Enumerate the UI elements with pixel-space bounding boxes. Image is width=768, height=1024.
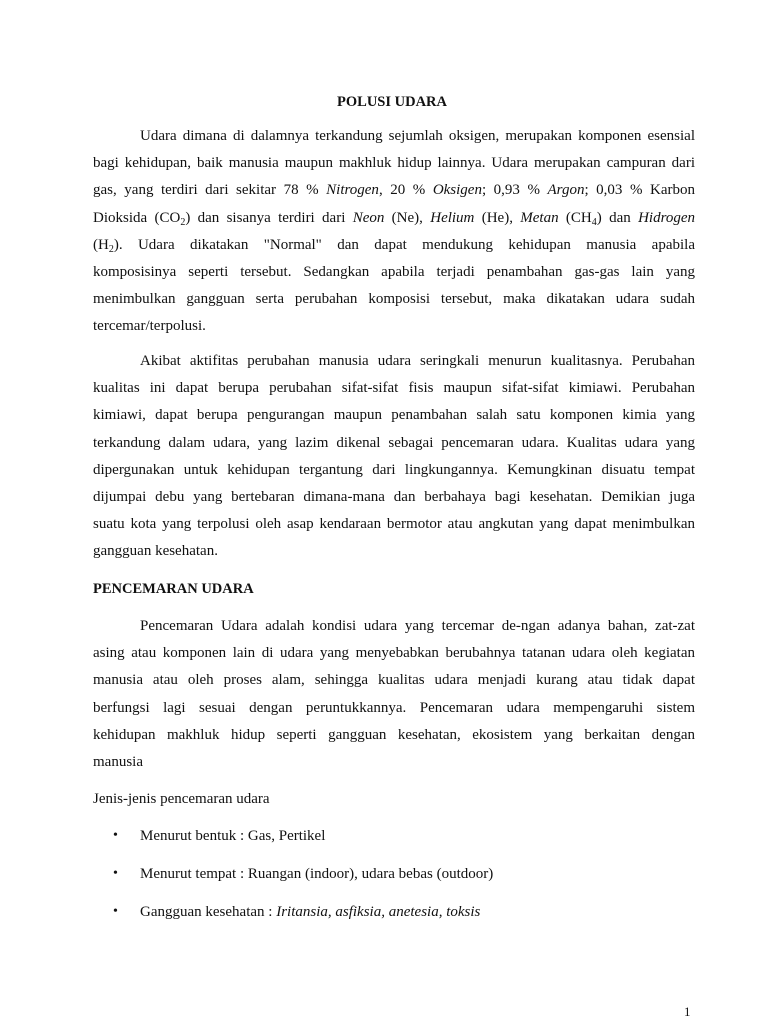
document-title: POLUSI UDARA [337, 94, 447, 110]
list-intro: Jenis-jenis pencemaran udara [93, 791, 270, 807]
paragraph-definition [93, 613, 695, 776]
paragraph-line: terkandung dalam udara, yang lazim dikenal sebagai pencemaran udara. Kualitas udara yang [93, 434, 695, 451]
bullet-icon: • [113, 904, 118, 919]
paragraph-line: gangguan kesehatan. [93, 543, 218, 560]
bullet-icon: • [113, 828, 118, 843]
paragraph-line: manusia [93, 754, 143, 771]
paragraph-line: bagi kehidupan, baik manusia maupun makhluk hidup lainnya. Udara merupakan campuran dari [93, 155, 695, 172]
paragraph-line: menimbulkan gangguan serta perubahan komposisi tersebut, maka dikatakan udara sudah [93, 291, 695, 308]
paragraph-line: suatu kota yang terpolusi oleh asap kendaraan bermotor atau angkutan yang dapat menimbulkan [93, 516, 695, 533]
paragraph-line: gas, yang terdiri dari sekitar 78 % Nitrogen, 20 % Oksigen; 0,93 % Argon; 0,03 % Karbon [93, 182, 695, 199]
page-number: 1 [684, 1004, 691, 1019]
paragraph-line: kimiawi, dapat berupa pengurangan maupun penambahan salah satu komponen kimia yang [93, 407, 695, 424]
bullet-icon: • [113, 866, 118, 881]
paragraph-line: Akibat aktifitas perubahan manusia udara seringkali menurun kualitasnya. Perubahan [140, 353, 695, 369]
paragraph-line: Dioksida $(CO_2)$ dan sisanya terdiri dari Neon (Ne), Helium (He), Metan $(CH_4)$ dan Hidrogen [93, 209, 696, 228]
list-item-text: Menurut bentuk : Gas, Pertikel [140, 828, 326, 844]
paragraph-line: Pencemaran Udara adalah kondisi udara yang tercemar de-ngan adanya bahan, zat-zat [140, 618, 695, 634]
paragraph-effects [93, 348, 695, 566]
paragraph-line: tercemar/terpolusi. [93, 318, 206, 335]
paragraph-intro [93, 123, 695, 341]
paragraph-line: dijumpai debu yang bertebaran dimana-mana dan berbahaya bagi kesehatan. Demikian juga [93, 489, 695, 506]
paragraph-line: Udara dimana di dalamnya terkandung sejumlah oksigen, merupakan komponen esensial [140, 128, 695, 144]
paragraph-line: kualitas ini dapat berupa perubahan sifat-sifat fisis maupun sifat-sifat kimiawi. Perubahan [93, 380, 695, 397]
section-heading: PENCEMARAN UDARA [93, 581, 254, 597]
paragraph-line: kehidupan makhluk hidup seperti gangguan kesehatan, ekosistem yang berkaitan dengan [93, 726, 695, 743]
paragraph-line: berfungsi lagi sesuai dengan peruntukkannya. Pencemaran udara mempengaruhi sistem [93, 699, 695, 716]
list-item-text: Menurut tempat : Ruangan (indoor), udara bebas (outdoor) [140, 866, 494, 882]
paragraph-line: asing atau komponen lain di udara yang menyebabkan berubahnya tatanan udara oleh kegiatan [93, 645, 695, 662]
paragraph-line: $(H_2)$. Udara dikatakan "Normal" dan dapat mendukung kehidupan manusia apabila [93, 236, 695, 255]
paragraph-line: komposisinya seperti tersebut. Sedangkan apabila terjadi penambahan gas-gas lain yang [93, 264, 695, 281]
paragraph-line: dipergunakan untuk kehidupan tergantung dari lingkungannya. Kemungkinan disuatu tempat [93, 461, 695, 478]
list-item-text: Gangguan kesehatan : Iritansia, asfiksia, anetesia, toksis [140, 904, 481, 920]
paragraph-line: manusia atau oleh proses alam, sehingga kualitas udara menjadi kurang atau tidak dapat [93, 672, 695, 689]
